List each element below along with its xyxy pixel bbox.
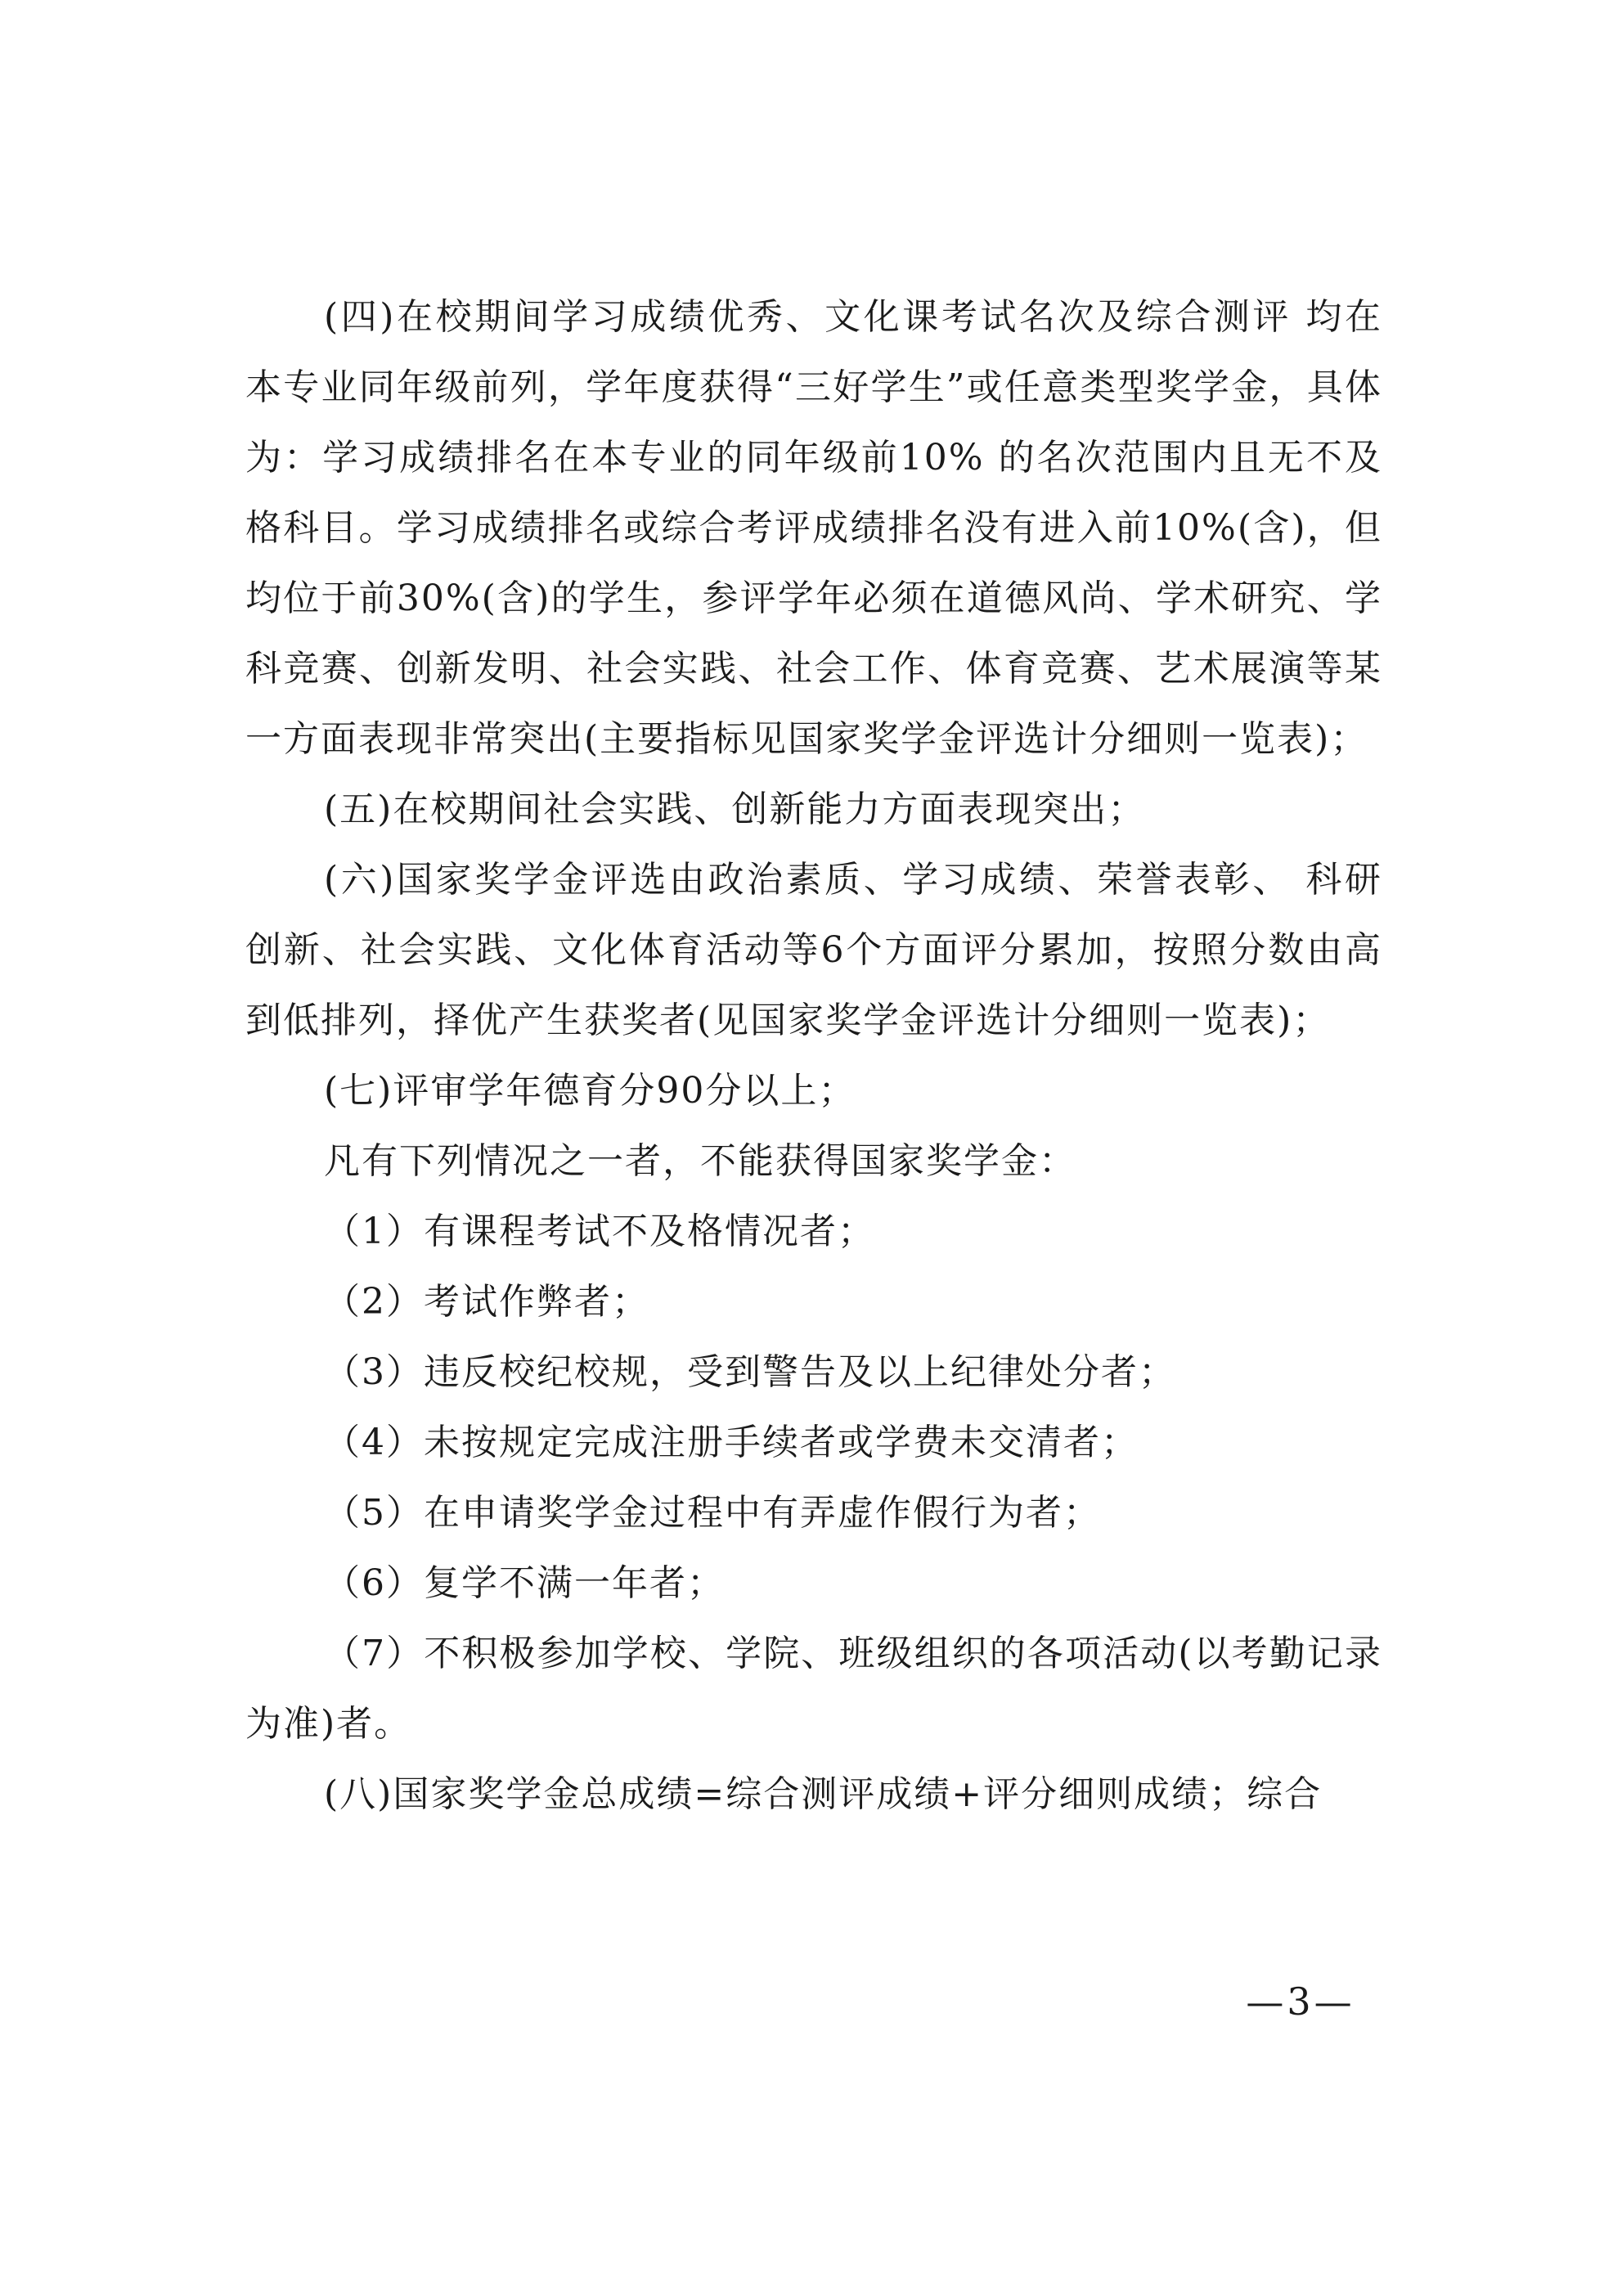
paragraph-section-4: (四)在校期间学习成绩优秀、文化课考试名次及综合测评 均在本专业同年级前列，学年度获得“三好学生”或任意类型奖学金，具体为：学习成绩排名在本专业的同年级前10% 的名次范围内且无不及格科目。学习成绩排名或综合考评成绩排名没有进入前10%(含)，但均位于前30%(含)的学生，参评学年必须在道德风尚、学术研究、学科竞赛、创新发明、社会实践、社会工作、体育竞赛、艺术展演等某一方面表现非常突出(主要指标见国家奖学金评选计分细则一览表)； <box>245 296 1382 760</box>
paragraph-section-7: (七)评审学年德育分90分以上； <box>324 1070 856 1112</box>
paragraph-exclusions-intro: 凡有下列情况之一者，不能获得国家奖学金： <box>324 1140 1076 1182</box>
paragraph-section-5: (五)在校期间社会实践、创新能力方面表现突出； <box>324 789 1146 830</box>
paragraph-section-6: (六)国家奖学金评选由政治素质、学习成绩、荣誉表彰、 科研创新、社会实践、文化体育活动等6个方面评分累加，按照分数由高到低排列，择优产生获奖者(见国家奖学金评选计分细则一览表)； <box>245 859 1382 1041</box>
page-number: —3— <box>1246 1979 1355 2024</box>
list-item-exclusion-2: （2）考试作弊者； <box>324 1281 649 1323</box>
list-item-exclusion-1: （1）有课程考试不及格情况者； <box>324 1211 875 1252</box>
list-item-exclusion-4: （4）未按规定完成注册手续者或学费未交清者； <box>324 1422 1139 1463</box>
document-body <box>245 282 1382 1830</box>
list-item-exclusion-5: （5）在申请奖学金过程中有弄虚作假行为者； <box>324 1492 1101 1534</box>
paragraph-section-8: (八)国家奖学金总成绩=综合测评成绩+评分细则成绩；综合 <box>324 1773 1323 1815</box>
list-item-exclusion-6: （6）复学不满一年者； <box>324 1562 725 1604</box>
list-item-exclusion-7: （7）不积极参加学校、学院、班级组织的各项活动(以考勤记录为准)者。 <box>245 1633 1382 1745</box>
list-item-exclusion-3: （3）违反校纪校规，受到警告及以上纪律处分者； <box>324 1351 1176 1393</box>
